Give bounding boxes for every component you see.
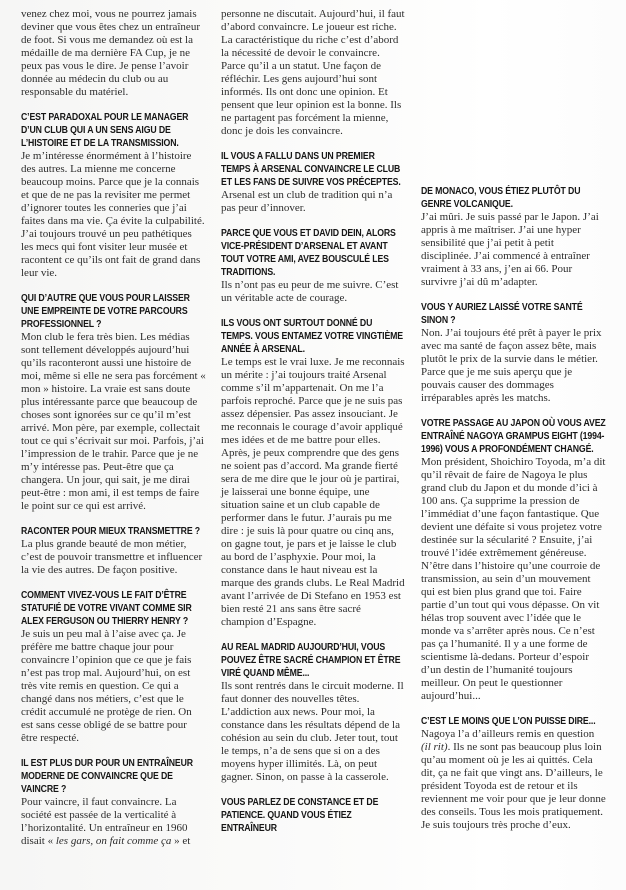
text-segment: C’EST PARADOXAL POUR LE MANAGER D’UN CLUB QUI A UN SENS AIGU DE L’HISTOIRE ET DE LA TRANSMISSION. [21,112,189,149]
interview-answer [221,189,406,215]
text-segment: Je m’intéresse énormément à l’histoire des autres. La mienne me concerne beaucoup moins. Parce que je la connais et que de ne pas la revisiter me permet d’ignorer toutes les conneries que j’ai faites dans ma vie. Ça évite la culpabilité. J’ai toujours trouvé un peu pathétiques les mecs qui font visiter leur musée et racontent ce qu’ils ont fait de grand dans leur vie. [21,150,205,279]
italic-phrase: (il rit) [421,741,448,753]
text-segment: personne ne discutait. Aujourd’hui, il faut d’abord convaincre. Le joueur est riche. La caractéristique du riche c’est d’abord la nécessité de devoir le convaincre. Parce qu’il a un statut. Une façon de réfléchir. Les gens aujourd’hui sont informés. Ils ont donc une opinion. Et pensent que leur opinion est la bonne. Ils ne partagent pas forcément la mienne, donc je dois les convaincre. [221,8,405,137]
interview-question [21,525,206,538]
text-segment: Ils sont rentrés dans le circuit moderne. Il faut donner des nouvelles têtes. L’addiction aux news. Pour moi, la constance dans les résultats dépend de la cohésion au sein du club. Jeter tout, tout le temps, n’a de sens que si on a des moyens hyper illimités. Là, on peut gagner. Sinon, on passe à la casserole. [221,680,404,783]
interview-question [21,589,206,628]
interview-question [21,757,206,796]
italic-phrase: les gars, on fait comme ça [55,835,172,847]
text-segment: C’EST LE MOINS QUE L’ON PUISSE DIRE... [421,716,596,727]
interview-answer [421,456,606,703]
text-segment: J’ai mûri. Je suis passé par le Japon. J’ai appris à me maîtriser. J’ai une hyper sensibilité que j’ai petit à petit disciplinée. J’ai commencé à entraîner vraiment à 33 ans, j’en ai 66. Pour survivre j’ai dû m’adapter. [421,211,599,288]
text-segment: IL VOUS A FALLU DANS UN PREMIER TEMPS À ARSENAL CONVAINCRE LE CLUB ET LES FANS DE SUIVRE VOS PRÉCEPTES. [221,151,401,188]
interview-question [221,150,406,189]
interview-question [221,227,406,279]
text-segment: » et [171,835,191,847]
text-segment: . Ils ne sont pas beaucoup plus loin qu’au moment où je les ai quittés. Cela dit, ça ne fait que vingt ans. D’ailleurs, le président Toyoda est de retour et ils reviennent me voir pour que je leur donne des conseils. Tous les mois pratiquement. Je suis toujours très proche d’eux. [421,741,606,831]
interview-answer [421,728,606,832]
interview-question [421,417,606,456]
article-column [221,8,406,848]
text-segment: venez chez moi, vous ne pourrez jamais deviner que vous êtes chez un entraîneur de foot. Si vous me demandez où est la médaille de ma dernière FA Cup, je ne peux pas vous le dire. Je pense l’avoir donnée au médecin du club ou au responsable du matériel. [21,8,200,98]
text-segment: Non. J’ai toujours été prêt à payer le prix avec ma santé de façon assez bête, mais plutôt le prix de la survie dans le métier. Parce que je me suis aperçu que je pouvais causer des dommages irréparables après les matchs. [421,327,602,404]
interview-question [421,301,606,327]
text-segment: Le temps est le vrai luxe. Je me reconnais un mérite : j’ai toujours traité Arsenal comme s’il m’appartenait. On me l’a parfois reproché. Parce que je ne suis pas assez dépensier. Pas assez insouciant. Je me reconnais le courage d’avoir appliqué mes idées et de me battre pour elles. Après, je peux comprendre que des gens ne soient pas d’accord. Ma grande fierté sera de me dire que le jour où je partirai, je laisserai une bonne équipe, une situation saine et un club capable de performer dans le futur. J’aurais pu me dire : je suis là pour quatre ou cinq ans, on gagne tout, je pars et je laisse le club au bord de l’asphyxie. Pour moi, la constance dans le haut niveau est la marque des grands clubs. Le Real Madrid avant l’arrivée de Di Stefano en 1953 est bien resté 21 ans sans être sacré champion d’Espagne. [221,356,405,628]
text-segment: COMMENT VIVEZ-VOUS LE FAIT D’ÊTRE STATUFIÉ DE VOTRE VIVANT COMME SIR ALEX FERGUSON OU THIERRY HENRY ? [21,590,192,627]
text-segment: PARCE QUE VOUS ET DAVID DEIN, ALORS VICE-PRÉSIDENT D’ARSENAL ET AVANT TOUT VOTRE AMI, AVEZ BOUSCULÉ LES TRADITIONS. [221,228,396,278]
text-segment: VOTRE PASSAGE AU JAPON OÙ VOUS AVEZ ENTRAÎNÉ NAGOYA GRAMPUS EIGHT (1994-1996) VOUS A PROFONDÉMENT CHANGÉ. [421,418,606,455]
interview-question [221,317,406,356]
interview-answer [421,327,606,405]
interview-answer [221,356,406,629]
interview-answer [221,8,406,138]
interview-answer [221,279,406,305]
article-column [21,8,206,848]
text-segment: Je suis un peu mal à l’aise avec ça. Je préfère me battre chaque jour pour convaincre l’opinion que ce que je fais n’est pas trop mal. Aujourd’hui, on est très vite remis en question. Ce qui a changé dans nos métiers, c’est que le crédit accumulé ne protège de rien. On est sans cesse obligé de se battre pour être respecté. [21,628,192,744]
interview-answer [21,8,206,99]
text-segment: Ils n’ont pas eu peur de me suivre. C’est un véritable acte de courage. [221,279,399,304]
text-segment: Pour vaincre, il faut convaincre. La société est passée de la verticalité à l’horizontalité. Un entraîneur en 1960 disait « [21,796,188,847]
text-segment: AU REAL MADRID AUJOURD’HUI, VOUS POUVEZ ÊTRE SACRÉ CHAMPION ET ÊTRE VIRÉ QUAND MÊME... [221,642,401,679]
interview-question [221,641,406,680]
interview-answer [21,331,206,513]
article-column [421,8,606,848]
interview-question [421,185,606,211]
text-segment: La plus grande beauté de mon métier, c’est de pouvoir transmettre et influencer la vie des autres. De façon positive. [21,538,203,576]
text-segment: VOUS PARLEZ DE CONSTANCE ET DE PATIENCE. QUAND VOUS ÉTIEZ ENTRAÎNEUR [221,797,379,834]
interview-question [21,111,206,150]
interview-question [421,715,606,728]
interview-question [221,796,406,835]
text-segment: ILS VOUS ONT SURTOUT DONNÉ DU TEMPS. VOUS ENTAMEZ VOTRE VINGTIÈME ANNÉE À ARSENAL. [221,318,404,355]
text-segment: IL EST PLUS DUR POUR UN ENTRAÎNEUR MODERNE DE CONVAINCRE QUE DE VAINCRE ? [21,758,193,795]
interview-answer [21,150,206,280]
interview-answer [21,628,206,745]
text-segment: DE MONACO, VOUS ÉTIEZ PLUTÔT DU GENRE VOLCANIQUE. [421,186,581,210]
interview-answer [421,211,606,289]
text-segment: Mon président, Shoichiro Toyoda, m’a dit qu’il rêvait de faire de Nagoya le plus grand club du Japon et du monde d’ici à 100 ans. Ça supprime la pression de l’immédiat d’une façon fantastique. Que devient une défaite si vous projetez votre destinée sur la sécularité ? Ensuite, j’ai trouvé l’idée extrêmement généreuse. N’être dans l’histoire qu’une courroie de transmission, au sein d’un mouvement qui est bien plus grand que toi. Faire partie d’un tout qui vous dépasse. On vit hélas trop souvent avec l’idée que le monde va s’arrêter après nous. Ce n’est pas ça l’humanité. Il y a une forme de scientisme là-dedans. Porteur d’espoir d’un destin de l’humanité toujours meilleur. On peut le questionner aujourd’hui... [421,456,606,702]
interview-answer [21,538,206,577]
text-segment: VOUS Y AURIEZ LAISSÉ VOTRE SANTÉ SINON ? [421,302,583,326]
text-segment: Arsenal est un club de tradition qui n’a pas peur d’innover. [221,189,393,214]
text-segment: Mon club le fera très bien. Les médias sont tellement développés aujourd’hui qu’ils raconteront aussi une histoire de moi, même si elle ne sera pas forcément « mon » histoire. La vraie est sans doute plus intéressante parce que beaucoup de choses sont ignorées sur ce qu’il m’est arrivé. Mon père, par exemple, collectait tout ce qui s’écrivait sur moi. Parfois, j’ai l’impression de le trahir. Parce que je ne m’y intéresse pas. Peut-être que ça changera. Un jour, qui sait, je me dirai peut-être : mon ami, il est temps de faire le point sur ce qui est arrivé. [21,331,206,512]
interview-question [21,292,206,331]
text-segment: Nagoya l’a d’ailleurs remis en question [421,728,595,740]
text-segment: RACONTER POUR MIEUX TRANSMETTRE ? [21,526,201,537]
text-segment: QUI D’AUTRE QUE VOUS POUR LAISSER UNE EMPREINTE DE VOTRE PARCOURS PROFESSIONNEL ? [21,293,190,330]
interview-answer [21,796,206,848]
interview-answer [221,680,406,784]
